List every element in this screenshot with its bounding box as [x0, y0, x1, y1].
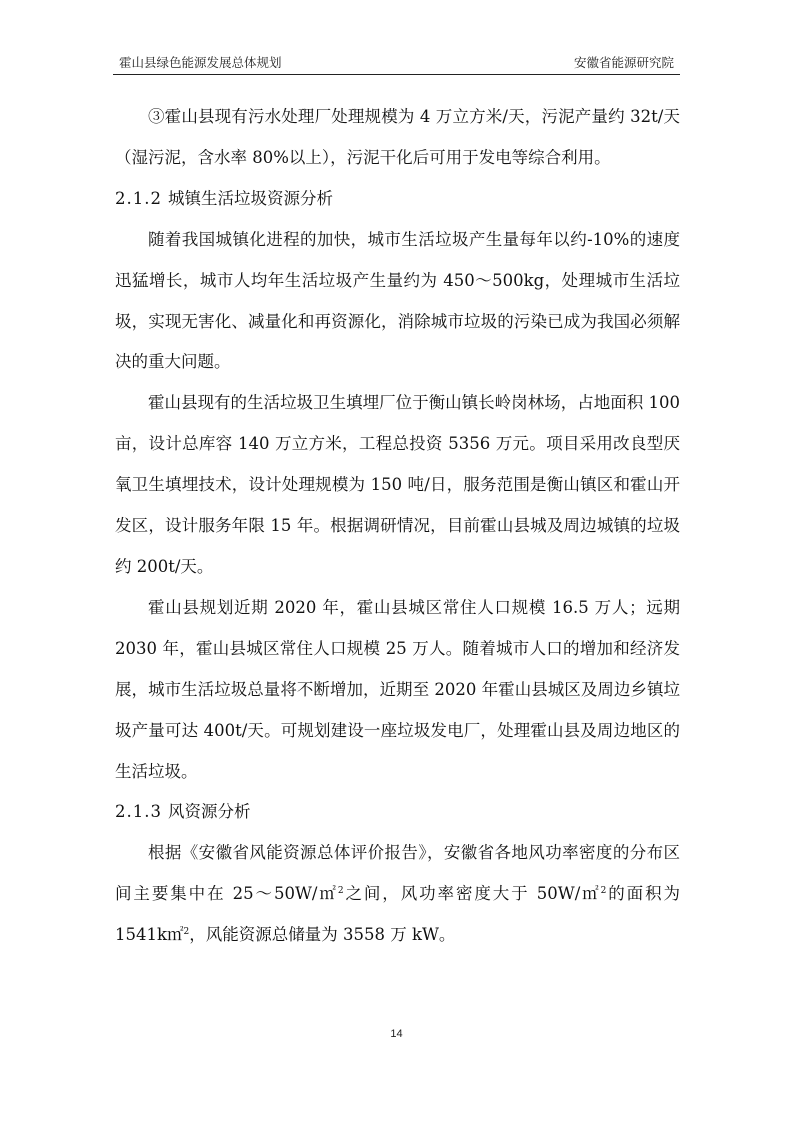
wind-text-part-4: ，风能资源总储量为 3558 万 kW。 — [189, 925, 456, 945]
superscript: 2 — [337, 886, 344, 897]
page-header — [113, 52, 680, 75]
wind-text-part-1: 根据《安徽省风能资源总体评价报告》，安徽省各地风功率密度的分布区间主要集中在 25～50W/㎡ — [115, 843, 680, 904]
wind-text-part-2: 之间，风功率密度大于 50W/㎡ — [343, 884, 601, 904]
document-body — [115, 97, 680, 956]
section-heading-2-1-2 — [115, 179, 680, 220]
superscript: 2 — [600, 886, 607, 897]
paragraph-population: 霍山县规划近期 2020 年，霍山县城区常住人口规模 16.5 万人；远期 2030 年，霍山县城区常住人口规模 25 万人。随着城市人口的增加和经济发展，城市生活垃圾总量将不断增加，近期至 2020 年霍山县城区及周边乡镇垃圾产量可达 400t/天。可规划建设一座垃圾发电厂，处理霍山县及周边地区的生活垃圾。 — [115, 597, 680, 781]
wind-text-part-3: 的面积为 1541k㎡ — [115, 884, 680, 945]
section-number: 2.1.2 — [115, 188, 162, 208]
header-title: 霍山县绿色能源发展总体规划 — [119, 55, 282, 70]
section-title: 风资源分析 — [167, 802, 251, 822]
paragraph-wind-resource — [115, 833, 680, 956]
section-title: 城镇生活垃圾资源分析 — [167, 188, 333, 208]
header-organization: 安徽省能源研究院 — [573, 55, 674, 70]
paragraph-sludge: ③霍山县现有污水处理厂处理规模为 4 万立方米/天，污泥产量约 32t/天（湿污泥，含水率 80%以上），污泥干化后可用于发电等综合利用。 — [115, 107, 680, 167]
paragraph-urbanization: 随着我国城镇化进程的加快，城市生活垃圾产生量每年以约-10%的速度迅猛增长，城市人均年生活垃圾产生量约为 450～500kg，处理城市生活垃圾，实现无害化、减量化和再资源化，消除城市垃圾的污染已成为我国必须解决的重大问题。 — [115, 229, 680, 372]
paragraph-landfill: 霍山县现有的生活垃圾卫生填埋厂位于衡山镇长岭岗林场，占地面积 100 亩，设计总库容 140 万立方米，工程总投资 5356 万元。项目采用改良型厌氧卫生填埋技术，设计处理规模为 150 吨/日，服务范围是衡山镇区和霍山开发区，设计服务年限 15 年。根据调研情况，目前霍山县城及周边城镇的垃圾约 200t/天。 — [115, 393, 680, 576]
section-number: 2.1.3 — [115, 802, 162, 822]
superscript: 2 — [183, 927, 190, 938]
page-number: 14 — [390, 1028, 403, 1040]
section-heading-2-1-3 — [115, 792, 680, 833]
